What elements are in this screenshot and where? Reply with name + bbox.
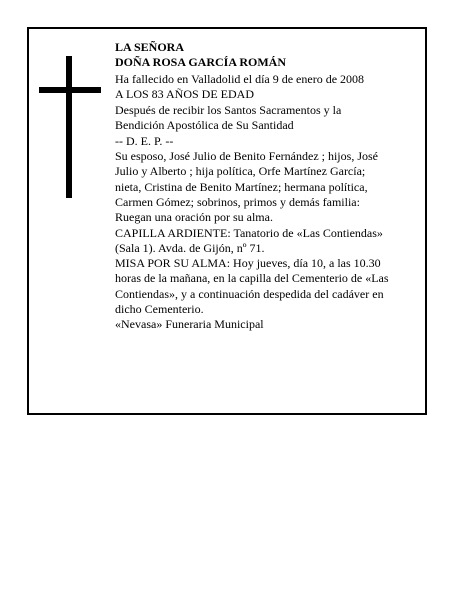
family-list: Su esposo, José Julio de Benito Fernández ; hijos, José Julio y Alberto ; hija política, Orfe Martínez García; nieta, Cristina de Benito Martínez; hermana política, Carmen Gómez; sobrinos, primos y demás familia: Ruegan una oración por su alma.	[115, 149, 378, 225]
cross-horizontal-bar	[39, 87, 101, 93]
obituary-text	[115, 40, 425, 333]
funeral-home: «Nevasa» Funeraria Municipal	[115, 317, 264, 332]
deceased-name: DOÑA ROSA GARCÍA ROMÁN	[115, 55, 287, 70]
sacraments-text: Después de recibir los Santos Sacramentos y la Bendición Apostólica de Su Santidad	[115, 103, 342, 133]
age-at-death: A LOS 83 AÑOS DE EDAD	[115, 86, 255, 101]
cross-icon	[39, 56, 101, 198]
death-details: Ha fallecido en Valladolid el día 9 de enero de 2008	[115, 71, 365, 86]
obituary-notice	[27, 27, 427, 415]
chapel-details: CAPILLA ARDIENTE: Tanatorio de «Las Contiendas» (Sala 1). Avda. de Gijón, nº 71.	[115, 225, 383, 255]
rest-in-peace: -- D. E. P. --	[115, 133, 174, 148]
mass-details: MISA POR SU ALMA: Hoy jueves, día 10, a las 10.30 horas de la mañana, en la capilla del Cementerio de «Las Contiendas», y a continuación despedida del cadáver en dicho Cementerio.	[115, 256, 389, 317]
cross-vertical-bar	[66, 56, 72, 198]
notice-title: LA SEÑORA	[115, 40, 185, 54]
